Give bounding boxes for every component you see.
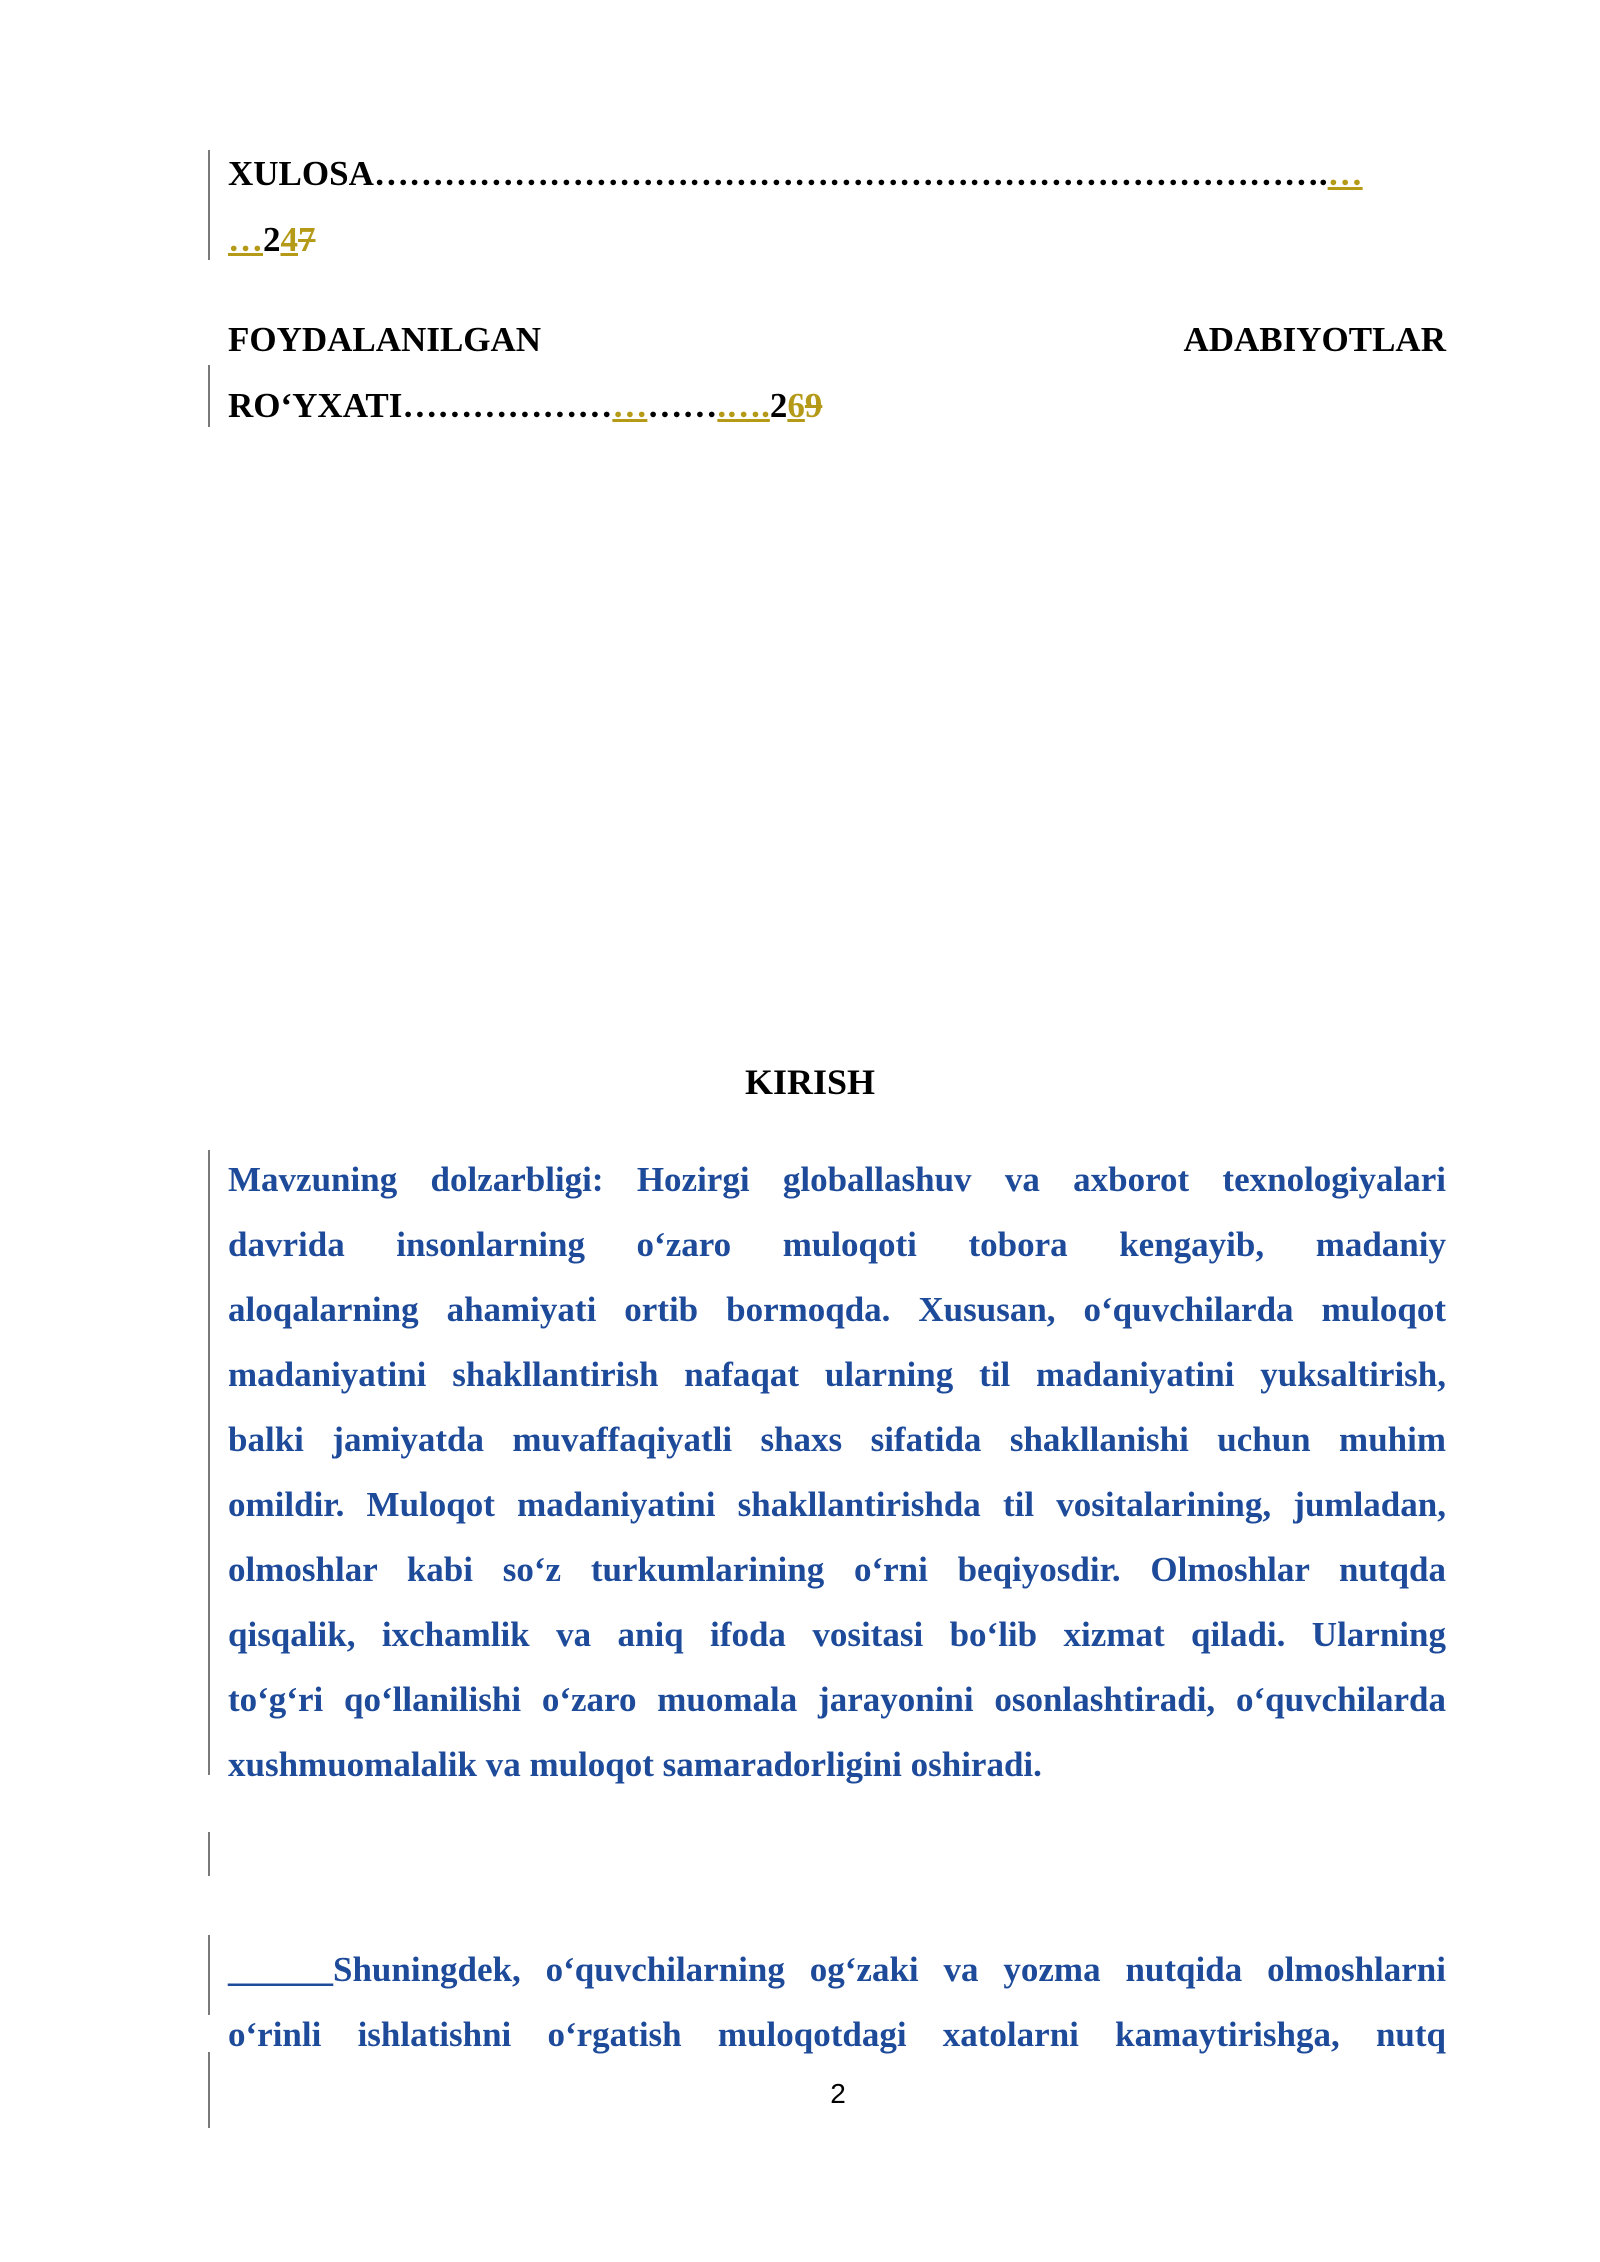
paragraph-line: omildir. Muloqot madaniyatini shakllantirishda til vositalarining, jumladan, — [228, 1485, 1446, 1524]
toc-foydalanilgan: FOYDALANILGAN — [228, 320, 542, 359]
toc-entry-royxati[interactable] — [228, 386, 822, 426]
paragraph-line: davrida insonlarning o‘zaro muloqoti tobora kengayib, madaniy — [228, 1225, 1446, 1264]
section-heading: KIRISH — [744, 1062, 876, 1102]
body-paragraph[interactable] — [228, 1147, 1446, 1797]
change-bar — [208, 1150, 210, 1775]
toc-xulosa-label: XULOSA — [228, 154, 374, 193]
toc-royxati-page-prefix: 2 — [769, 386, 788, 425]
tracked-deletion: 7 — [298, 220, 316, 259]
toc-entry-xulosa[interactable] — [228, 154, 1363, 194]
paragraph-line: to‘g‘ri qo‘llanilishi o‘zaro muomala jarayonini osonlashtiradi, o‘quvchilarda — [228, 1680, 1446, 1719]
paragraph-line: xushmuomalalik va muloqot samaradorligini oshiradi. — [228, 1745, 1042, 1784]
tracked-insertion: … — [1327, 154, 1363, 193]
tracked-insertion: .…. — [717, 386, 770, 425]
change-bar — [208, 365, 210, 427]
toc-entry-xulosa-page[interactable] — [228, 220, 316, 260]
paragraph-line: aloqalarning ahamiyati ortib bormoqda. Xususan, o‘quvchilarda muloqot — [228, 1290, 1446, 1329]
change-bar — [208, 150, 210, 260]
paragraph-line — [228, 1937, 1446, 2002]
toc-adabiyotlar: ADABIYOTLAR — [1183, 320, 1446, 359]
paragraph-line: balki jamiyatda muvaffaqiyatli shaxs sifatida shakllanishi uchun muhim — [228, 1420, 1446, 1459]
page-number: 2 — [830, 2078, 846, 2109]
tracked-insertion: 6 — [787, 386, 805, 425]
toc-royxati-dots: …… — [647, 386, 718, 425]
tracked-insertion: … — [228, 220, 263, 259]
change-bar — [208, 1935, 210, 2015]
paragraph-indent: ______ — [228, 1950, 333, 1989]
tracked-insertion: … — [612, 386, 648, 425]
tracked-deletion: 9 — [804, 386, 823, 425]
paragraph-line-text: Shuningdek, o‘quvchilarning og‘zaki va yozma nutqida olmoshlarni — [333, 1950, 1446, 1989]
tracked-insertion: 4 — [280, 220, 298, 259]
paragraph-line: olmoshlar kabi so‘z turkumlarining o‘rni beqiyosdir. Olmoshlar nutqda — [228, 1550, 1446, 1589]
paragraph-line: Mavzuning dolzarbligi: Hozirgi globallashuv va axborot texnologiyalari — [228, 1160, 1446, 1199]
paragraph-line: qisqalik, ixchamlik va aniq ifoda vositasi bo‘lib xizmat qiladi. Ularning — [228, 1615, 1446, 1654]
paragraph-line: madaniyatini shakllantirish nafaqat ularning til madaniyatini yuksaltirish, — [228, 1355, 1446, 1394]
toc-xulosa-dots: ………………………………………………………………………. — [373, 154, 1328, 193]
toc-royxati-label: RO‘YXATI — [228, 386, 403, 425]
body-paragraph[interactable] — [228, 1937, 1446, 2067]
change-bar — [208, 1832, 210, 1876]
toc-royxati-dots: ……………… — [402, 386, 613, 425]
toc-xulosa-page-prefix: 2 — [263, 220, 281, 259]
paragraph-line: o‘rinli ishlatishni o‘rgatish muloqotdagi xatolarni kamaytirishga, nutq — [228, 2015, 1446, 2054]
